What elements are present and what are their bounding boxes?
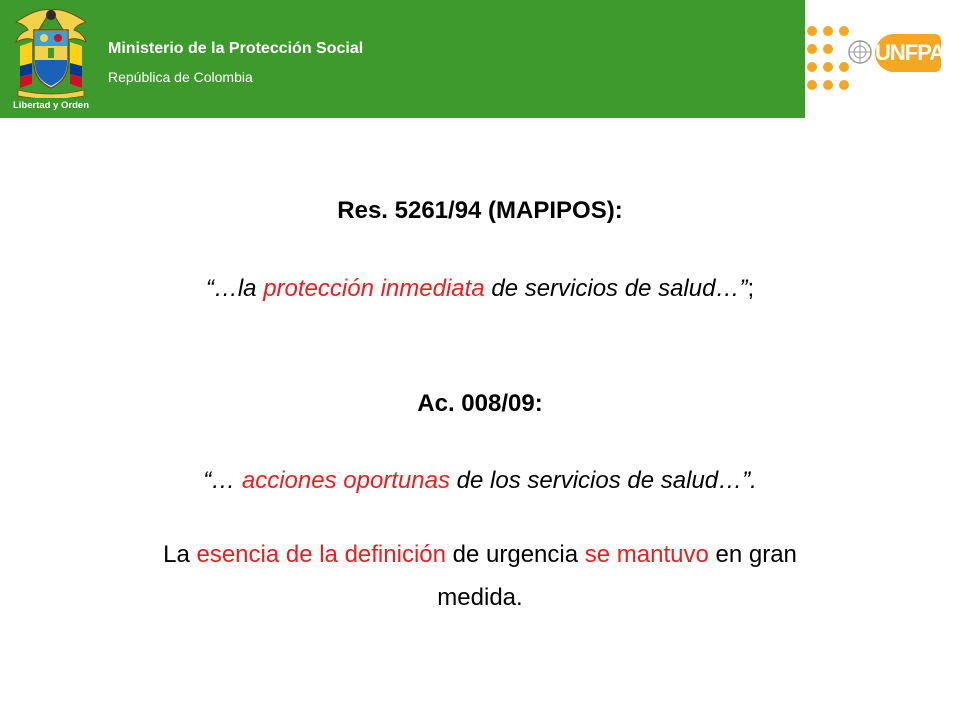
heading-res-5261: Res. 5261/94 (MAPIPOS): — [337, 197, 623, 224]
highlight-text: protección inmediata — [263, 275, 485, 302]
highlight-text: acciones oportunas — [241, 467, 450, 494]
heading-ac-008: Ac. 008/09: — [417, 390, 543, 417]
quote-text: “…la — [205, 275, 264, 302]
conclusion-text: en gran — [708, 541, 797, 568]
highlight-text: se mantuvo — [584, 541, 709, 568]
quote-text: de los servicios de salud…”. — [450, 467, 757, 494]
crest-motto: Libertad y Orden — [12, 100, 89, 111]
conclusion-text: La — [163, 541, 197, 568]
conclusion-line-2: medida. — [437, 584, 523, 611]
quote-acuerdo — [0, 467, 960, 495]
ministry-name: Ministerio de la Protección Social — [108, 40, 364, 57]
conclusion-line-1 — [0, 541, 960, 569]
ministry-country: República de Colombia — [108, 69, 253, 85]
quote-text: de servicios de salud…” — [484, 275, 748, 302]
quote-tail: ; — [747, 275, 755, 302]
conclusion-text: de urgencia — [445, 541, 585, 568]
unfpa-wordmark: UNFPA — [875, 34, 941, 72]
quote-text: “… — [203, 467, 242, 494]
quote-mapipos — [0, 275, 960, 303]
highlight-text: esencia de la definición — [196, 541, 446, 568]
